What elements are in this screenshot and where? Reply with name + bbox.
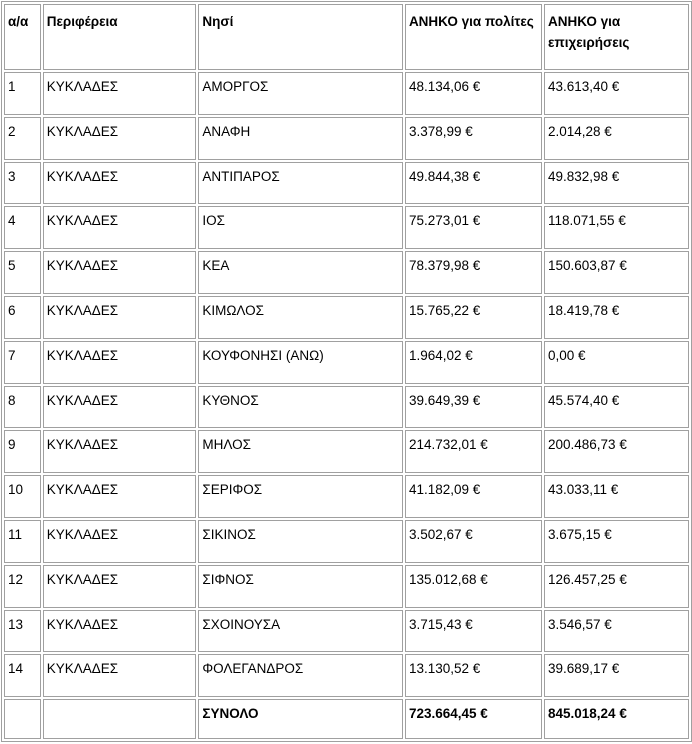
row-index: 7 <box>4 341 41 384</box>
table-row <box>4 610 689 653</box>
table-body <box>4 72 689 697</box>
row-citizens-amount: 75.273,01 € <box>405 206 542 249</box>
row-region: ΚΥΚΛΑΔΕΣ <box>43 475 197 518</box>
row-index: 3 <box>4 162 41 205</box>
row-index: 4 <box>4 206 41 249</box>
table-row <box>4 520 689 563</box>
row-citizens-amount: 49.844,38 € <box>405 162 542 205</box>
row-region: ΚΥΚΛΑΔΕΣ <box>43 430 197 473</box>
row-citizens-amount: 3.378,99 € <box>405 117 542 160</box>
row-region: ΚΥΚΛΑΔΕΣ <box>43 341 197 384</box>
row-region: ΚΥΚΛΑΔΕΣ <box>43 72 197 115</box>
row-index: 1 <box>4 72 41 115</box>
row-region: ΚΥΚΛΑΔΕΣ <box>43 162 197 205</box>
row-citizens-amount: 13.130,52 € <box>405 654 542 697</box>
table-row <box>4 117 689 160</box>
row-citizens-amount: 41.182,09 € <box>405 475 542 518</box>
row-island: ΑΜΟΡΓΟΣ <box>198 72 403 115</box>
row-businesses-amount: 45.574,40 € <box>544 386 689 429</box>
table-row <box>4 206 689 249</box>
table-row <box>4 251 689 294</box>
row-businesses-amount: 118.071,55 € <box>544 206 689 249</box>
total-label: ΣΥΝΟΛΟ <box>198 699 403 739</box>
row-index: 8 <box>4 386 41 429</box>
header-region: Περιφέρεια <box>43 4 197 70</box>
table-row <box>4 654 689 697</box>
row-region: ΚΥΚΛΑΔΕΣ <box>43 206 197 249</box>
row-region: ΚΥΚΛΑΔΕΣ <box>43 386 197 429</box>
row-island: ΣΕΡΙΦΟΣ <box>198 475 403 518</box>
row-island: ΣΙΚΙΝΟΣ <box>198 520 403 563</box>
header-index: α/α <box>4 4 41 70</box>
row-index: 2 <box>4 117 41 160</box>
row-citizens-amount: 3.715,43 € <box>405 610 542 653</box>
total-businesses: 845.018,24 € <box>544 699 689 739</box>
row-island: ΜΗΛΟΣ <box>198 430 403 473</box>
row-island: ΣΙΦΝΟΣ <box>198 565 403 608</box>
row-index: 5 <box>4 251 41 294</box>
row-island: ΦΟΛΕΓΑΝΔΡΟΣ <box>198 654 403 697</box>
row-index: 11 <box>4 520 41 563</box>
row-businesses-amount: 43.613,40 € <box>544 72 689 115</box>
header-businesses: ΑΝΗΚΟ για επιχειρήσεις <box>544 4 689 70</box>
row-index: 10 <box>4 475 41 518</box>
row-businesses-amount: 39.689,17 € <box>544 654 689 697</box>
table-row <box>4 162 689 205</box>
row-index: 12 <box>4 565 41 608</box>
row-region: ΚΥΚΛΑΔΕΣ <box>43 296 197 339</box>
row-region: ΚΥΚΛΑΔΕΣ <box>43 251 197 294</box>
row-index: 6 <box>4 296 41 339</box>
header-island: Νησί <box>198 4 403 70</box>
total-row <box>4 699 689 739</box>
row-citizens-amount: 48.134,06 € <box>405 72 542 115</box>
table-row <box>4 430 689 473</box>
row-region: ΚΥΚΛΑΔΕΣ <box>43 654 197 697</box>
row-island: ΚΟΥΦΟΝΗΣΙ (ΑΝΩ) <box>198 341 403 384</box>
table-row <box>4 296 689 339</box>
row-island: ΑΝΤΙΠΑΡΟΣ <box>198 162 403 205</box>
total-region-cell <box>43 699 197 739</box>
row-businesses-amount: 3.675,15 € <box>544 520 689 563</box>
row-businesses-amount: 126.457,25 € <box>544 565 689 608</box>
row-region: ΚΥΚΛΑΔΕΣ <box>43 117 197 160</box>
header-citizens: ΑΝΗΚΟ για πολίτες <box>405 4 542 70</box>
table-row <box>4 72 689 115</box>
row-citizens-amount: 1.964,02 € <box>405 341 542 384</box>
row-island: ΚΙΜΩΛΟΣ <box>198 296 403 339</box>
table-row <box>4 475 689 518</box>
row-island: ΙΟΣ <box>198 206 403 249</box>
row-region: ΚΥΚΛΑΔΕΣ <box>43 520 197 563</box>
row-businesses-amount: 200.486,73 € <box>544 430 689 473</box>
row-citizens-amount: 135.012,68 € <box>405 565 542 608</box>
row-island: ΑΝΑΦΗ <box>198 117 403 160</box>
row-businesses-amount: 150.603,87 € <box>544 251 689 294</box>
row-region: ΚΥΚΛΑΔΕΣ <box>43 610 197 653</box>
allocation-table <box>1 1 692 742</box>
row-island: ΚΥΘΝΟΣ <box>198 386 403 429</box>
row-island: ΣΧΟΙΝΟΥΣΑ <box>198 610 403 653</box>
total-citizens: 723.664,45 € <box>405 699 542 739</box>
row-businesses-amount: 18.419,78 € <box>544 296 689 339</box>
row-citizens-amount: 15.765,22 € <box>405 296 542 339</box>
row-businesses-amount: 3.546,57 € <box>544 610 689 653</box>
total-index-cell <box>4 699 41 739</box>
row-citizens-amount: 39.649,39 € <box>405 386 542 429</box>
header-row <box>4 4 689 70</box>
row-island: ΚΕΑ <box>198 251 403 294</box>
table-row <box>4 565 689 608</box>
row-businesses-amount: 49.832,98 € <box>544 162 689 205</box>
row-index: 13 <box>4 610 41 653</box>
table-row <box>4 386 689 429</box>
row-businesses-amount: 43.033,11 € <box>544 475 689 518</box>
row-businesses-amount: 2.014,28 € <box>544 117 689 160</box>
row-index: 14 <box>4 654 41 697</box>
row-businesses-amount: 0,00 € <box>544 341 689 384</box>
row-index: 9 <box>4 430 41 473</box>
row-citizens-amount: 214.732,01 € <box>405 430 542 473</box>
row-citizens-amount: 78.379,98 € <box>405 251 542 294</box>
table-row <box>4 341 689 384</box>
row-citizens-amount: 3.502,67 € <box>405 520 542 563</box>
row-region: ΚΥΚΛΑΔΕΣ <box>43 565 197 608</box>
